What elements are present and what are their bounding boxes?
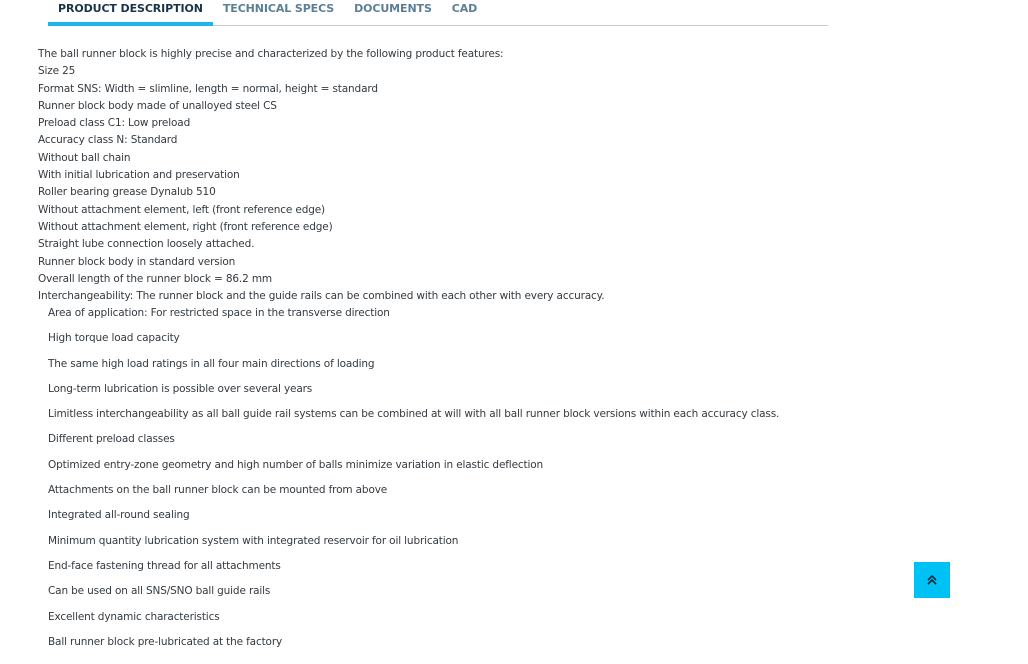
feature-item: High torque load capacity (48, 332, 180, 345)
feature-item: Different preload classes (48, 433, 175, 446)
feature-item: End-face fastening thread for all attachments (48, 559, 281, 572)
tab-product-description[interactable]: PRODUCT DESCRIPTION (48, 0, 213, 25)
description-line: With initial lubrication and preservation (38, 169, 240, 182)
feature-item: Limitless interchangeability as all ball guide rail systems can be combined at will with all ball runner block versions within each accuracy class. (48, 408, 780, 421)
description-line: Runner block body in standard version (38, 255, 236, 268)
tab-documents[interactable]: DOCUMENTS (354, 2, 432, 15)
double-chevron-up-icon (926, 574, 938, 586)
description-line: Preload class C1: Low preload (38, 117, 191, 130)
description-line: Size 25 (38, 65, 76, 78)
feature-item: Long-term lubrication is possible over several years (48, 382, 313, 395)
feature-item: Ball runner block pre-lubricated at the factory (48, 635, 283, 648)
product-tabs (48, 0, 828, 26)
feature-item: Excellent dynamic characteristics (48, 610, 220, 623)
description-line: Without attachment element, left (front reference edge) (38, 203, 326, 216)
feature-item: Integrated all-round sealing (48, 509, 190, 522)
description-line: Interchangeability: The runner block and the guide rails can be combined with each other with every accuracy. (38, 290, 605, 303)
description-line: Straight lube connection loosely attached. (38, 238, 255, 251)
product-description (38, 46, 858, 305)
description-line: Without attachment element, right (front reference edge) (38, 220, 333, 233)
tab-technical-specs[interactable]: TECHNICAL SPECS (222, 2, 335, 15)
back-to-top-button[interactable] (914, 562, 950, 598)
feature-list (48, 305, 779, 659)
feature-item: The same high load ratings in all four main directions of loading (48, 357, 375, 370)
description-line: Without ball chain (38, 151, 131, 164)
feature-item: Attachments on the ball runner block can be mounted from above (48, 484, 388, 497)
feature-item: Minimum quantity lubrication system with integrated reservoir for oil lubrication (48, 534, 459, 547)
description-line: Roller bearing grease Dynalub 510 (38, 186, 216, 199)
description-line: Accuracy class N: Standard (38, 134, 178, 147)
description-line: Format SNS: Width = slimline, length = normal, height = standard (38, 82, 378, 95)
tab-cad[interactable]: CAD (451, 2, 478, 15)
feature-item: Can be used on all SNS/SNO ball guide rails (48, 585, 271, 598)
description-intro: The ball runner block is highly precise and characterized by the following product features: (38, 48, 504, 60)
description-line: Runner block body made of unalloyed steel CS (38, 99, 277, 112)
description-line: Overall length of the runner block = 86.2 mm (38, 272, 272, 285)
feature-item: Area of application: For restricted space in the transverse direction (48, 307, 390, 319)
feature-item: Optimized entry-zone geometry and high number of balls minimize variation in elastic deflection (48, 458, 544, 471)
